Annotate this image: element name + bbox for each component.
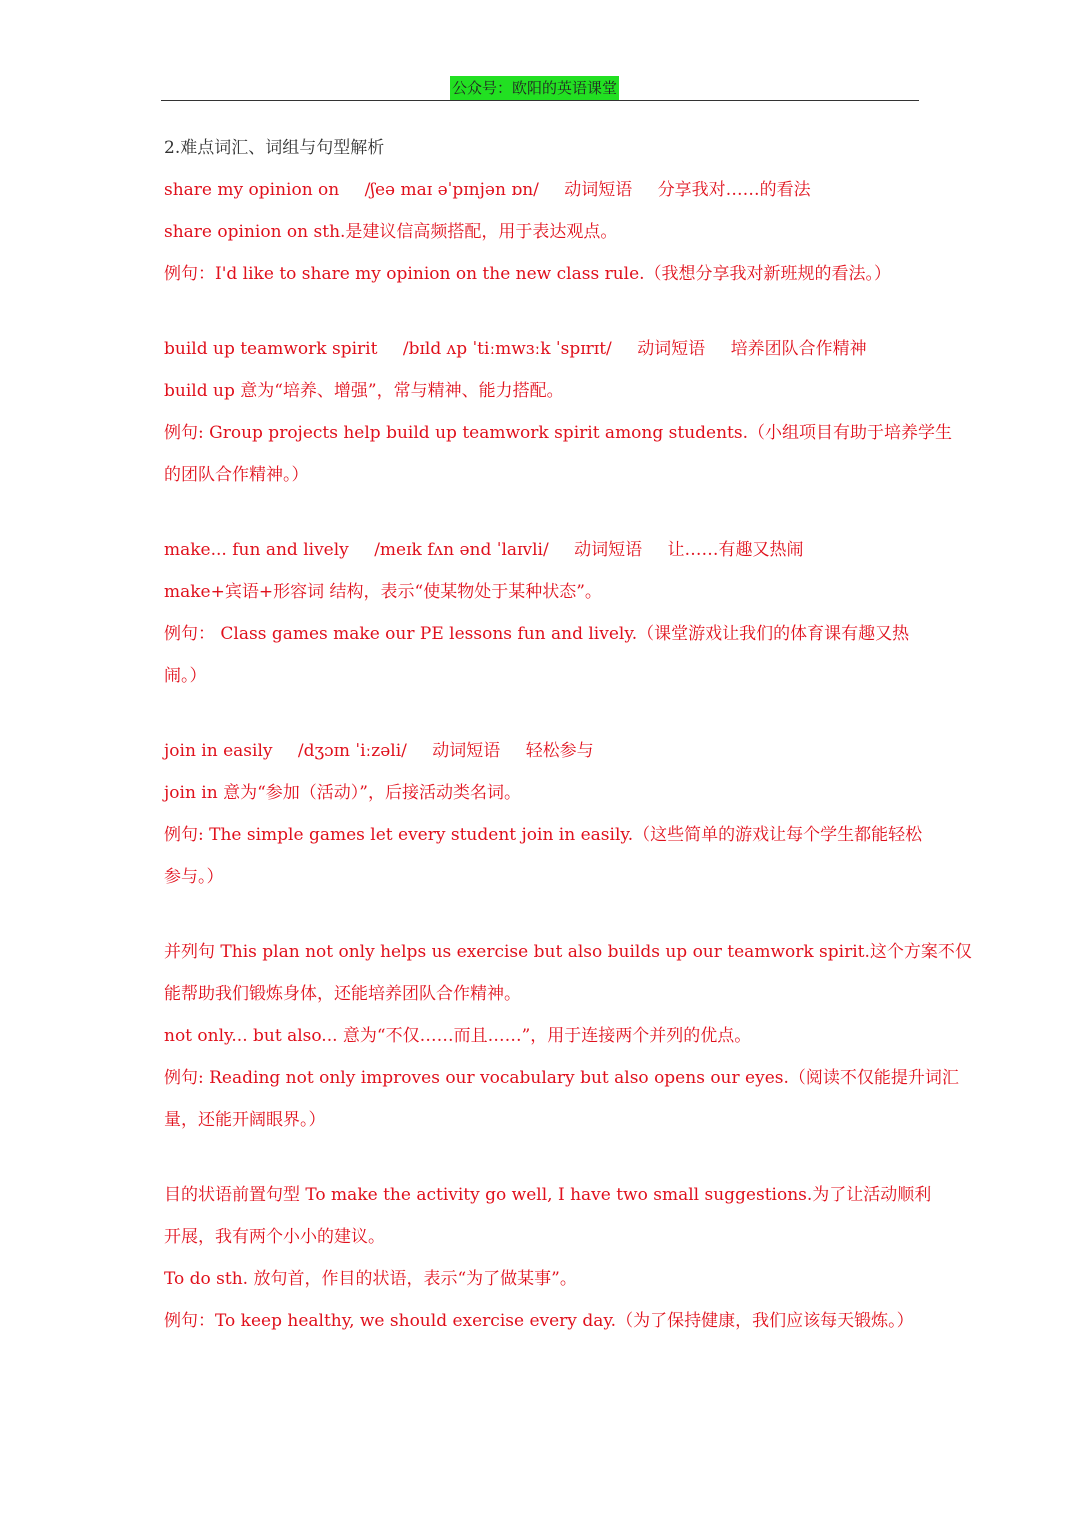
phrase-english: join in easily: [164, 741, 273, 761]
example-sentence: 例句: Group projects help build up teamwork spirit among students.（小组项目有助于培养学生: [164, 423, 953, 443]
phrase-meaning: 轻松参与: [525, 741, 594, 761]
example-sentence: 例句: The simple games let every student join in easily.（这些简单的游戏让每个学生都能轻松: [164, 825, 923, 845]
phrase-part-of-speech: 动词短语: [564, 180, 633, 200]
phrase-phonetic: /bɪld ʌp ˈtiːmwɜːk ˈspɪrɪt/: [402, 339, 612, 359]
vocab-entry: [164, 730, 924, 898]
pattern-sentence-continued: 开展，我有两个小小的建议。: [164, 1227, 385, 1247]
header-label: 公众号：欧阳的英语课堂: [450, 76, 619, 100]
usage-note: join in 意为“参加（活动）”，后接活动类名词。: [164, 783, 521, 803]
phrase-english: make... fun and lively: [164, 540, 349, 560]
sentence-pattern: [164, 1174, 932, 1342]
sentence-pattern: [164, 931, 972, 1141]
example-sentence-continued: 量，还能开阔眼界。）: [164, 1110, 326, 1130]
vocab-entry: [164, 169, 924, 295]
usage-note: share opinion on sth.是建议信高频搭配，用于表达观点。: [164, 222, 618, 242]
phrase-row: [164, 529, 924, 571]
phrase-meaning: 培养团队合作精神: [730, 339, 867, 359]
example-sentence: 例句： Class games make our PE lessons fun and lively.（课堂游戏让我们的体育课有趣又热: [164, 624, 910, 644]
example-sentence-continued: 的团队合作精神。）: [164, 465, 309, 485]
vocab-entry: [164, 328, 953, 496]
usage-note: To do sth. 放句首，作目的状语，表示“为了做某事”。: [164, 1269, 577, 1289]
phrase-part-of-speech: 动词短语: [432, 741, 501, 761]
pattern-sentence: 并列句 This plan not only helps us exercise but also builds up our teamwork spirit.这个方案不仅: [164, 942, 972, 962]
example-sentence-continued: 闹。）: [164, 666, 207, 686]
pattern-sentence-continued: 能帮助我们锻炼身体，还能培养团队合作精神。: [164, 984, 521, 1004]
vocab-entry: [164, 529, 924, 697]
phrase-part-of-speech: 动词短语: [574, 540, 643, 560]
phrase-row: [164, 328, 924, 370]
usage-note: not only... but also... 意为“不仅……而且……”，用于连接两个并列的优点。: [164, 1026, 752, 1046]
usage-note: build up 意为“培养、增强”，常与精神、能力搭配。: [164, 381, 564, 401]
phrase-phonetic: /dʒɔɪn ˈiːzəli/: [297, 741, 407, 761]
phrase-part-of-speech: 动词短语: [637, 339, 706, 359]
phrase-phonetic: /ʃeə maɪ əˈpɪnjən ɒn/: [364, 180, 539, 200]
example-sentence: 例句：To keep healthy, we should exercise every day.（为了保持健康，我们应该每天锻炼。）: [164, 1311, 914, 1331]
phrase-english: build up teamwork spirit: [164, 339, 378, 359]
phrase-row: [164, 169, 924, 211]
usage-note: make+宾语+形容词 结构，表示“使某物处于某种状态”。: [164, 582, 602, 602]
header-divider: [161, 100, 919, 101]
example-sentence: 例句: Reading not only improves our vocabulary but also opens our eyes.（阅读不仅能提升词汇: [164, 1068, 959, 1088]
phrase-english: share my opinion on: [164, 180, 340, 200]
phrase-row: [164, 730, 924, 772]
phrase-meaning: 让……有趣又热闹: [667, 540, 804, 560]
example-sentence-continued: 参与。）: [164, 867, 224, 887]
document-body: [164, 127, 972, 1342]
phrase-phonetic: /meɪk fʌn ənd ˈlaɪvli/: [374, 540, 549, 560]
phrase-meaning: 分享我对……的看法: [657, 180, 811, 200]
section-title: 2.难点词汇、词组与句型解析: [164, 138, 385, 158]
example-sentence: 例句：I'd like to share my opinion on the new class rule.（我想分享我对新班规的看法。）: [164, 264, 892, 284]
pattern-sentence: 目的状语前置句型 To make the activity go well, I have two small suggestions.为了让活动顺利: [164, 1185, 932, 1205]
